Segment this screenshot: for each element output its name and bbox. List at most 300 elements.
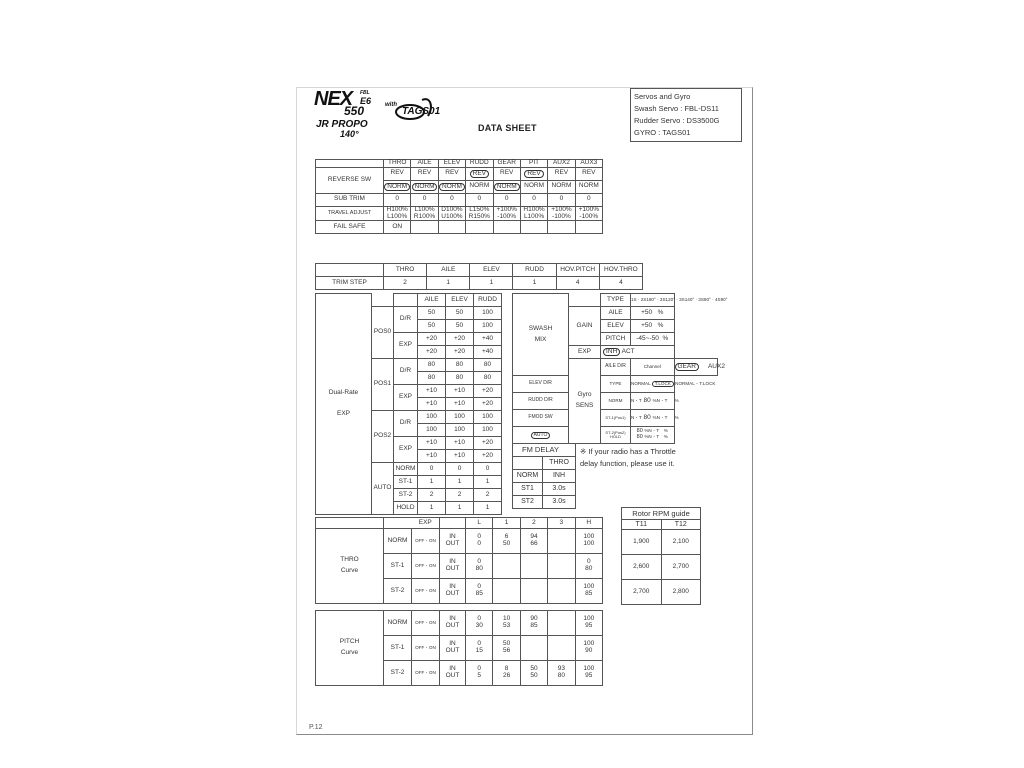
nt-label: N・T	[648, 428, 660, 434]
curve-point	[548, 554, 575, 579]
out-value: 15	[475, 647, 483, 654]
table-cell	[575, 167, 602, 180]
aile-label: AILE	[601, 307, 631, 320]
table-cell	[466, 180, 493, 193]
pitch-gain	[631, 333, 675, 346]
pitch-curve-label	[316, 611, 384, 686]
rev-value: REV	[445, 169, 459, 177]
gear-circled: GEAR	[675, 363, 699, 372]
table-cell	[548, 221, 575, 234]
table-cell: 50	[446, 307, 474, 320]
row-label: TRAVEL ADJUST	[316, 206, 384, 221]
table-cell: 1	[474, 476, 502, 489]
header-cell: 3	[548, 518, 575, 529]
curve-mode: ST-1	[384, 554, 412, 579]
dr-label: D/R	[394, 411, 418, 437]
table-cell	[438, 180, 465, 193]
gyro-row-label: FMOD SW	[513, 410, 569, 427]
thro-curve-label	[316, 529, 384, 604]
in-value: 100	[583, 615, 595, 623]
unit: %	[652, 397, 657, 403]
elev-label: ELEV	[601, 320, 631, 333]
out-value: 95	[585, 672, 593, 679]
table-cell	[438, 167, 465, 180]
in-out-label	[440, 579, 466, 604]
travel-high: +100%	[551, 205, 572, 213]
rev-value: REV	[554, 169, 569, 177]
table-cell	[384, 206, 411, 221]
fm-mode: NORM	[513, 470, 543, 483]
fm-delay-title: FM DELAY	[513, 444, 576, 457]
table-cell: +10	[418, 385, 446, 398]
table-cell: +20	[474, 398, 502, 411]
dual-rate-label-bottom: EXP	[336, 410, 350, 417]
norm-value: NORM	[469, 182, 490, 190]
in-value: 100	[583, 583, 595, 591]
out-label: OUT	[445, 622, 460, 629]
curve-mode: NORM	[384, 529, 412, 554]
header-cell: THRO	[384, 264, 427, 277]
note-line-2: delay function, please use it.	[580, 459, 675, 468]
table-row	[513, 470, 576, 483]
table-row	[513, 457, 576, 470]
in-out-label	[440, 661, 466, 686]
exp-setting	[601, 346, 675, 359]
gyro-value: 80	[636, 428, 643, 435]
table-cell	[575, 180, 602, 193]
travel-low: -100%	[552, 212, 571, 220]
table-cell: 4	[556, 277, 599, 290]
table-cell	[411, 206, 438, 221]
table-cell	[548, 206, 575, 221]
header-cell: AILE	[411, 160, 438, 168]
swash-label-bottom: MIX	[534, 335, 547, 343]
header-cell: AILE	[427, 264, 470, 277]
type-normal: NORMAL	[631, 380, 651, 386]
aux2: AUX2	[707, 362, 725, 370]
curve-point	[493, 529, 520, 554]
curve-mode: ST-2	[384, 579, 412, 604]
table-cell	[466, 206, 493, 221]
nt-label: N・T	[656, 414, 668, 420]
gyro-mode: NORM	[601, 393, 631, 410]
table-cell: ON	[384, 221, 411, 234]
table-cell: 0	[520, 193, 547, 206]
tags-logo	[394, 96, 456, 124]
fm-value: 3.0s	[543, 496, 576, 509]
unit: %	[674, 397, 679, 403]
out-value: 80	[557, 672, 565, 679]
curve-point	[575, 529, 602, 554]
exp-label: EXP	[394, 333, 418, 359]
travel-low: L100%	[523, 212, 545, 220]
table-cell: 100	[474, 307, 502, 320]
table-row	[513, 483, 576, 496]
logo-nex-text: NEX	[314, 88, 353, 110]
logo-fbl-text: FBL	[360, 90, 370, 96]
out-value: 85	[585, 590, 593, 597]
header-cell: THRO	[543, 457, 576, 470]
table-cell: 1	[474, 502, 502, 515]
table-cell: 100	[418, 424, 446, 437]
header-cell: T11	[622, 520, 662, 530]
curve-point	[575, 611, 602, 636]
table-cell: +20	[418, 333, 446, 346]
header-cell: PIT	[520, 160, 547, 168]
curve-point	[548, 636, 575, 661]
header-cell: GEAR	[493, 160, 520, 168]
gyro-value: 80	[643, 413, 651, 421]
unit: %	[644, 434, 649, 439]
travel-low: L100%	[387, 212, 408, 220]
fm-delay-table	[512, 443, 576, 509]
table-row	[316, 206, 603, 221]
header-cell: EXP	[412, 518, 440, 529]
info-line-1: Servos and Gyro	[634, 92, 691, 101]
header-cell: ELEV	[470, 264, 513, 277]
table-cell: 2,100	[661, 530, 701, 555]
out-value: 66	[530, 540, 538, 547]
out-value: 50	[530, 672, 538, 679]
table-cell: 1	[446, 502, 474, 515]
dual-rate-label	[316, 294, 372, 515]
table-cell	[520, 221, 547, 234]
table-cell	[513, 457, 543, 470]
table-cell	[411, 167, 438, 180]
table-cell: +40	[474, 346, 502, 359]
out-value: 80	[475, 565, 483, 572]
table-cell: 4	[599, 277, 642, 290]
unit: %	[674, 414, 679, 420]
unit: %	[663, 434, 668, 439]
header-cell: 2	[520, 518, 547, 529]
gain-label: GAIN	[569, 307, 601, 346]
travel-high: L100%	[414, 205, 435, 213]
table-cell: 100	[418, 411, 446, 424]
nt-label: N・T	[648, 434, 660, 439]
table-cell: 100	[474, 411, 502, 424]
table-cell: +10	[418, 437, 446, 450]
table-cell: 80	[474, 372, 502, 385]
table-row	[513, 444, 576, 457]
logo-e6-text: E6	[360, 96, 372, 106]
table-row	[622, 508, 701, 520]
table-cell	[372, 294, 394, 307]
table-cell	[411, 221, 438, 234]
thro-curve-table	[315, 517, 603, 604]
table-cell: 80	[446, 372, 474, 385]
table-row	[622, 530, 701, 555]
table-row	[316, 167, 603, 180]
pos-label: POS2	[372, 411, 394, 463]
note-line-1: ※ If your radio has a Throttle	[580, 447, 676, 456]
curve-point	[575, 661, 602, 686]
curve-label-bottom: Curve	[340, 649, 359, 656]
table-cell: 50	[446, 320, 474, 333]
nt-circled: N・T	[631, 397, 642, 403]
row-label: FAIL SAFE	[316, 221, 384, 234]
curve-point	[548, 529, 575, 554]
header-cell: HOV.PITCH	[556, 264, 599, 277]
curve-point	[520, 529, 547, 554]
table-cell: +10	[418, 450, 446, 463]
reverse-table	[315, 159, 603, 234]
table-row	[316, 160, 603, 168]
table-cell	[384, 518, 412, 529]
aile-gain-value: +50	[641, 308, 653, 316]
table-row	[622, 555, 701, 580]
table-cell: 0	[474, 463, 502, 476]
table-cell: +10	[446, 385, 474, 398]
dr-label: D/R	[394, 307, 418, 333]
curve-point	[466, 661, 493, 686]
in-label: IN	[449, 615, 456, 623]
in-value: 90	[530, 615, 538, 623]
table-cell	[548, 180, 575, 193]
type-label: TYPE	[601, 376, 631, 393]
curve-point	[548, 611, 575, 636]
servo-info-box	[630, 88, 742, 142]
type-label: TYPE	[601, 294, 631, 307]
table-cell: 2,700	[661, 555, 701, 580]
dual-rate-label-top: Dual-Rate	[328, 389, 359, 397]
travel-low: -100%	[579, 212, 599, 220]
curve-point	[493, 661, 520, 686]
table-cell: 50	[418, 307, 446, 320]
gyro-label-bottom: SENS	[575, 402, 594, 409]
travel-low: R150%	[468, 212, 490, 220]
in-value: 50	[502, 640, 511, 648]
travel-low: -100%	[497, 212, 517, 220]
table-cell: 80	[418, 359, 446, 372]
gyro-label-top: Gyro	[577, 391, 592, 399]
in-value: 8	[504, 665, 509, 673]
out-value: 90	[585, 647, 593, 654]
curve-point	[575, 636, 602, 661]
gyro-mode-value	[631, 410, 679, 427]
table-row	[513, 410, 718, 427]
in-value: 94	[530, 533, 538, 541]
gyro-mode-hold: HOLD	[609, 434, 622, 439]
in-value: 100	[583, 640, 595, 648]
elev-gain	[631, 320, 675, 333]
curve-point	[466, 554, 493, 579]
curve-point	[548, 579, 575, 604]
curve-mode: ST-2	[384, 661, 412, 686]
table-cell: 2	[418, 489, 446, 502]
rev-value: REV	[417, 169, 432, 177]
in-value: 100	[583, 533, 595, 541]
out-value: 80	[585, 565, 593, 572]
table-row	[513, 427, 718, 444]
out-value: 95	[585, 622, 593, 629]
table-cell: 1,900	[622, 530, 662, 555]
out-value: 56	[502, 647, 511, 654]
aile-gain	[631, 307, 675, 320]
unit: %	[657, 308, 664, 316]
in-value: 6	[504, 533, 509, 541]
out-value: 26	[502, 672, 511, 679]
table-cell: 0	[446, 463, 474, 476]
table-cell: +20	[446, 346, 474, 359]
gyro-mode-st2: ST-2(Pos2)	[605, 429, 626, 435]
table-cell: 80	[446, 359, 474, 372]
in-value: 0	[477, 665, 481, 673]
fm-mode: ST2	[513, 496, 543, 509]
curve-point	[466, 611, 493, 636]
table-cell: 1	[513, 277, 556, 290]
out-value: 85	[530, 622, 538, 629]
curve-point	[520, 554, 547, 579]
auto-mode: ST-1	[394, 476, 418, 489]
table-cell	[438, 206, 465, 221]
table-row	[316, 611, 603, 636]
logo-with-text: with	[385, 102, 397, 108]
rev-value: REV	[390, 169, 404, 177]
elev-gain-value: +50	[641, 321, 653, 329]
curve-point	[466, 529, 493, 554]
exp-label: EXP	[394, 385, 418, 411]
in-value: 0	[477, 533, 481, 541]
out-label: OUT	[445, 672, 460, 679]
table-cell: 100	[474, 424, 502, 437]
pitch-gain-value: -45~-50	[636, 334, 659, 342]
in-value: 10	[502, 615, 511, 623]
out-value: 5	[477, 672, 481, 679]
header-cell: ELEV	[438, 160, 465, 168]
table-row	[513, 496, 576, 509]
page-number: P.12	[309, 724, 323, 731]
swash-type-options: 1S · 2S180° · 3S120° · 3S140° · 3S90° · 4S90°	[631, 294, 675, 307]
curve-point	[466, 579, 493, 604]
rev-value-circled: REV	[470, 170, 489, 179]
curve-mode: ST-1	[384, 636, 412, 661]
table-cell: +10	[446, 398, 474, 411]
table-cell: 0	[411, 193, 438, 206]
travel-low: R100%	[413, 212, 436, 220]
header-cell: H	[575, 518, 602, 529]
table-cell	[575, 221, 602, 234]
table-cell	[316, 518, 384, 529]
table-cell: 0	[575, 193, 602, 206]
out-value: 50	[502, 540, 511, 547]
curve-label-top: THRO	[340, 556, 359, 564]
gyro-mode	[601, 427, 631, 444]
table-cell: 0	[548, 193, 575, 206]
table-cell	[520, 180, 547, 193]
type-both: NORMAL・T.LOCK	[675, 380, 716, 386]
in-label: IN	[449, 533, 456, 541]
trim-step-table	[315, 263, 643, 290]
table-cell: 2	[384, 277, 427, 290]
header-cell: AUX2	[548, 160, 575, 168]
table-cell	[394, 294, 418, 307]
gyro-type	[631, 376, 716, 393]
curve-mode: NORM	[384, 611, 412, 636]
table-row	[513, 294, 718, 307]
table-cell	[493, 221, 520, 234]
table-row	[622, 580, 701, 605]
pos-label: POS1	[372, 359, 394, 411]
gyro-row-label: AILE D/R	[601, 359, 631, 376]
row-label: REVERSE SW	[316, 167, 384, 193]
in-value: 0	[477, 615, 481, 623]
in-value: 50	[530, 665, 538, 673]
throttle-delay-note	[580, 446, 730, 470]
table-cell: 0	[438, 193, 465, 206]
table-cell: +20	[474, 450, 502, 463]
row-label: TRIM STEP	[316, 277, 384, 290]
out-value: 53	[502, 622, 511, 629]
auto-mode: ST-2	[394, 489, 418, 502]
table-cell: 100	[446, 411, 474, 424]
in-label: IN	[449, 583, 456, 591]
out-label: OUT	[445, 565, 460, 572]
table-cell: +10	[418, 398, 446, 411]
table-cell	[466, 221, 493, 234]
exp-toggle: OFF・ON	[412, 579, 440, 604]
table-row	[316, 221, 603, 234]
table-row	[513, 376, 718, 393]
table-cell	[493, 206, 520, 221]
table-cell: 2,800	[661, 580, 701, 605]
table-cell: +40	[474, 333, 502, 346]
curve-point	[493, 611, 520, 636]
header-cell: RUDD	[513, 264, 556, 277]
table-cell: +20	[446, 333, 474, 346]
in-label: IN	[449, 665, 456, 673]
table-cell: +20	[474, 385, 502, 398]
gyro-mode: ST-1(Pos1)	[601, 410, 631, 427]
header-cell: HOV.THRO	[599, 264, 642, 277]
table-cell: 2,700	[622, 580, 662, 605]
row-label: SUB TRIM	[316, 193, 384, 206]
exp-toggle: OFF・ON	[412, 611, 440, 636]
header-cell	[440, 518, 466, 529]
table-cell: +20	[474, 437, 502, 450]
travel-high: +100%	[578, 205, 600, 213]
gyro-sens-label	[569, 359, 601, 444]
table-cell	[520, 206, 547, 221]
in-value: 0	[477, 583, 481, 591]
table-cell: 1	[418, 476, 446, 489]
rotor-rpm-title: Rotor RPM guide	[622, 508, 701, 520]
table-cell	[575, 206, 602, 221]
travel-high: D100%	[441, 205, 463, 213]
gyro-row-label: ELEV D/R	[513, 376, 569, 393]
auto-circled: AUTO	[531, 432, 551, 439]
in-value: 0	[477, 640, 481, 648]
in-value: 93	[557, 665, 565, 673]
curve-point	[493, 579, 520, 604]
table-cell	[411, 180, 438, 193]
table-cell	[569, 294, 601, 307]
table-cell: +20	[418, 346, 446, 359]
out-label: OUT	[445, 540, 460, 547]
header-cell: T12	[661, 520, 701, 530]
curve-point	[493, 554, 520, 579]
pitch-label: PITCH	[601, 333, 631, 346]
logo-jr-text: JR PROPO	[316, 119, 368, 130]
norm-value-circled: NORM	[412, 183, 438, 192]
table-cell: 100	[446, 424, 474, 437]
exp-label: EXP	[569, 346, 601, 359]
table-cell	[384, 180, 411, 193]
travel-high: H100%	[523, 205, 545, 213]
exp-toggle: OFF・ON	[412, 661, 440, 686]
unit: %	[662, 334, 669, 342]
info-line-4: GYRO : TAGS01	[634, 128, 691, 137]
